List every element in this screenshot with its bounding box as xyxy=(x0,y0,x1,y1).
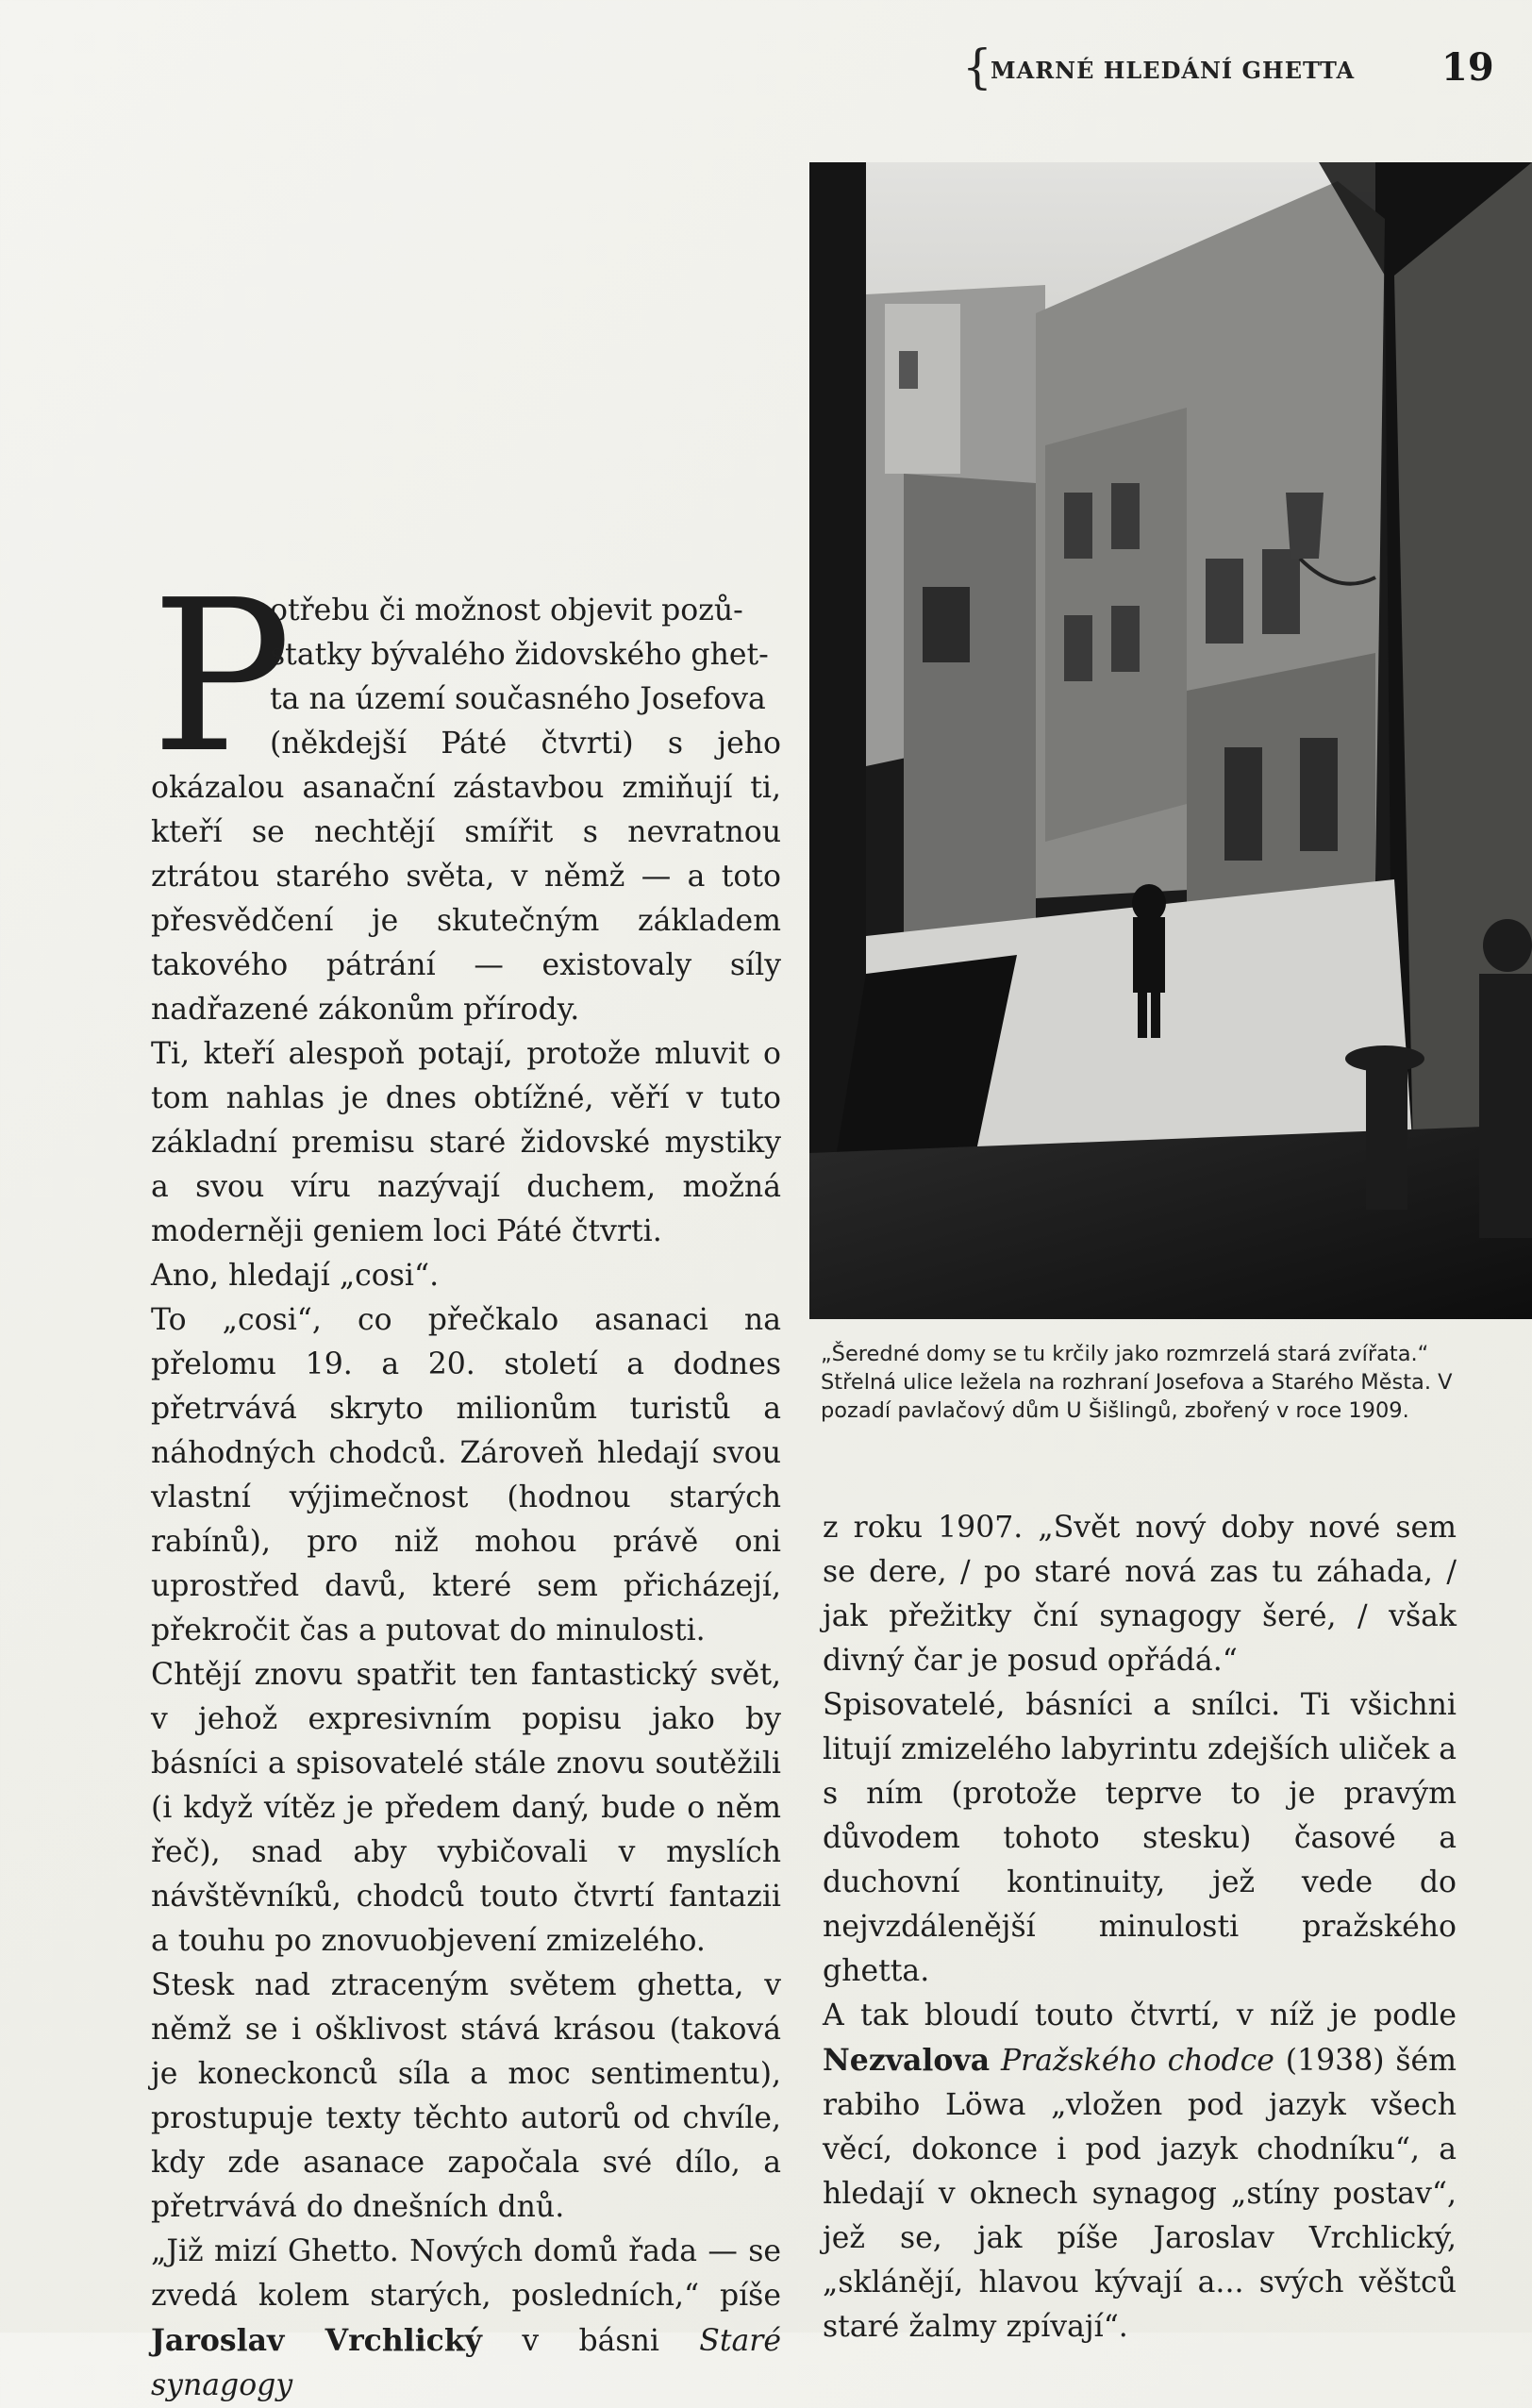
quote-text: „Již mizí Ghetto. Nových domů řada — se zvedá kolem starých, posledních,“ píše xyxy=(151,2234,781,2313)
left-column xyxy=(151,589,781,2408)
right-column xyxy=(823,1506,1457,2349)
paragraph-5: Chtějí znovu spatřit ten fantastický svět, v jehož expresivním popisu jako by básníci a spisovatelé stále znovu soutěžili (i když vítěz je předem daný, bude o něm řeč), snad aby vybičovali v myslích návštěvníků, chodců touto čtvrtí fantazii a touhu po znovuobjevení zmizelého. xyxy=(151,1658,781,1958)
photo-caption: „Šeredné domy se tu krčily jako rozmrzelá stará zvířata.“ Střelná ulice ležela na rozhraní Josefova a Starého Města. V pozadí pavlačový dům U Šišlingů, zbořený v roce 1909. xyxy=(821,1342,1453,1423)
paragraph-4: To „cosi“, co přečkalo asanaci na přelomu 19. a 20. století a dodnes přetrvává skryto milionům turistů a náhodných chodců. Zároveň hledají svou vlastní výjimečnost (hodnou starých rabínů), pro niž mohou právě oni uprostřed davů, které sem přicházejí, překročit čas a putovat do minulosti. xyxy=(151,1303,781,1647)
right-p3-text-a: A tak bloudí touto čtvrtí, v níž je podle xyxy=(823,1998,1457,2032)
paragraph-1-line-2: statky bývalého židovského ghet- xyxy=(270,638,769,672)
paragraph-1-line-1: otřebu či možnost objevit pozů- xyxy=(270,594,743,627)
right-p3-space xyxy=(990,2044,1001,2078)
right-paragraph-3 xyxy=(823,1994,1457,2349)
author-name: Jaroslav Vrchlický xyxy=(151,2323,482,2358)
paragraph-7 xyxy=(151,2230,781,2408)
running-title: MARNÉ HLEDÁNÍ GHETTA xyxy=(991,57,1356,84)
drop-cap: P xyxy=(151,556,292,799)
paragraph-2: Ti, kteří alespoň potají, protože mluvit o tom nahlas je dnes obtížné, věří v tuto základní premisu staré židovské mystiky a svou víru nazývají duchem, možná moderněji geniem loci Páté čtvrti. xyxy=(151,1037,781,1248)
work-title: Staré synagogy xyxy=(151,2324,781,2402)
running-header xyxy=(962,40,1494,94)
paragraph-1-line-3: ta na území současného Josefova xyxy=(270,682,766,716)
page-number: 19 xyxy=(1441,45,1494,90)
paragraph-6: Stesk nad ztraceným světem ghetta, v němž se i ošklivost stává krásou (taková je koneckonců síla a moc sentimentu), prostupuje texty těchto autorů od chvíle, kdy zde asanace započala své dílo, a přetrvává do dnešních dnů. xyxy=(151,1968,781,2224)
right-paragraph-2: Spisovatelé, básníci a snílci. Ti všichni litují zmizelého labyrintu zdejších uliček a s ním (protože teprve to je pravým důvodem tohoto stesku) časové a duchovní kontinuity, jež vede do nejvzdálenější minulosti pražského ghetta. xyxy=(823,1688,1457,1988)
paragraph-1-rest: (někdejší Páté čtvrti) s jeho okázalou asanační zástavbou zmiňují ti, kteří se nechtějí smířit s nevratnou ztrátou starého světa, v němž — a toto přesvědčení je skutečným základem takového pátrání — existovaly síly nadřazené zákonům přírody. xyxy=(151,727,781,1027)
header-brace: { xyxy=(962,40,992,94)
paragraph-3: Ano, hledají „cosi“. xyxy=(151,1259,440,1293)
right-p3-text-c: (1938) šém rabiho Löwa „vložen pod jazyk všech věcí, dokonce i pod jazyk chodníku“, a hledají v oknech synagog „stíny postav“, jež se, jak píše Jaroslav Vrchlický, „sklánějí, hlavou kývají a... svých věštců staré žalmy zpívají“. xyxy=(823,2044,1457,2344)
photo-illustration xyxy=(809,162,1532,1319)
right-paragraph-1: z roku 1907. „Svět nový doby nové sem se dere, / po staré nová zas tu záhada, / jak přežitky ční synagogy šeré, / však divný čar je posud opřádá.“ xyxy=(823,1511,1457,1678)
paragraph-1 xyxy=(151,589,781,1032)
right-p3-author: Nezvalova xyxy=(823,2043,991,2078)
right-p3-work: Pražského chodce xyxy=(1000,2044,1274,2078)
ghetto-street-photo xyxy=(809,162,1532,1319)
quote-connector: v básni xyxy=(482,2324,700,2358)
